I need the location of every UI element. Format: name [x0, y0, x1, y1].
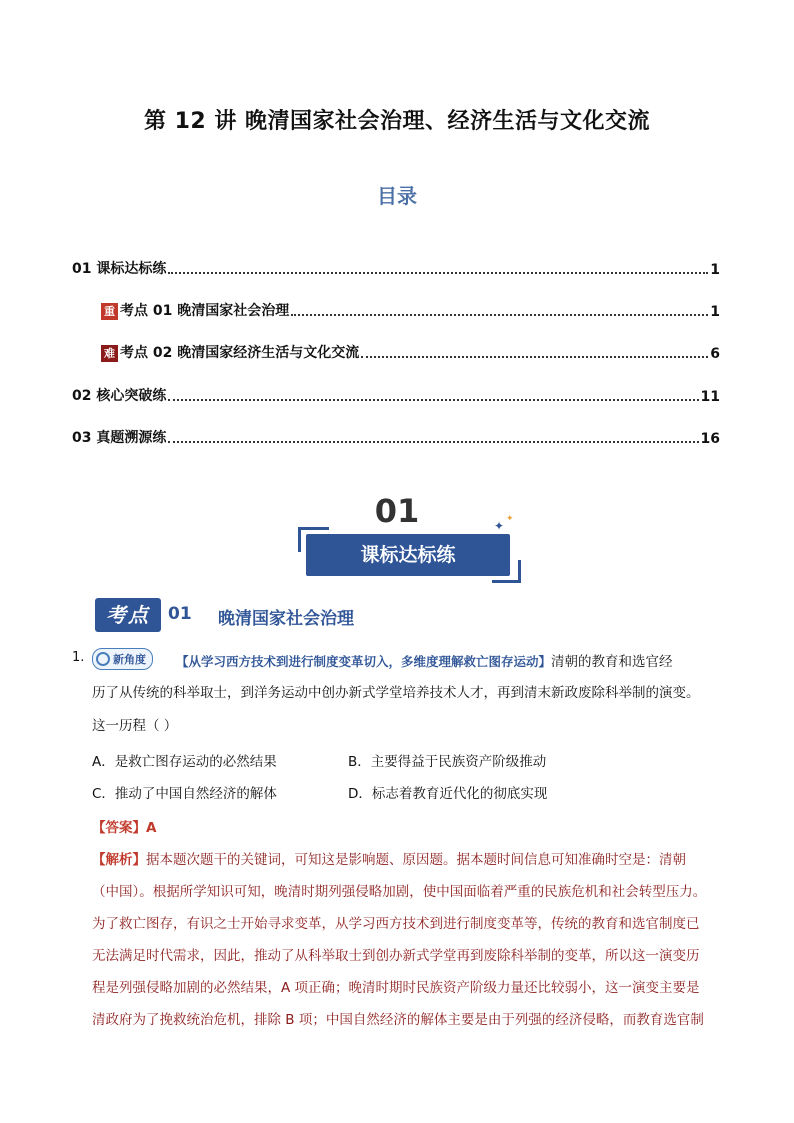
kaodian-title: 晚清国家社会治理 — [218, 609, 354, 629]
toc-entry[interactable] — [72, 383, 720, 405]
analysis-line: 为了救亡图存，有识之士开始寻求变革，从学习西方技术到进行制度变革等，传统的教育和选官制度已 — [92, 916, 700, 932]
toc-entry[interactable] — [101, 340, 720, 362]
toc-heading: 目录 — [377, 184, 417, 208]
toc-leader-dots — [361, 356, 708, 358]
toc-entry-label: 考点 01 晚清国家社会治理 — [120, 303, 290, 319]
toc-leader-dots — [291, 314, 708, 316]
kaodian-number: 01 — [168, 604, 192, 624]
magnifier-icon — [96, 652, 110, 666]
answer: 【答案】A — [92, 820, 157, 836]
key-point-badge-icon: 重 — [101, 303, 118, 320]
toc-entry-label: 01 课标达标练 — [72, 261, 167, 277]
toc-entry-page: 1 — [710, 262, 720, 278]
kaodian-badge: 考点 — [95, 598, 161, 632]
option-b[interactable]: B．主要得益于民族资产阶级推动 — [348, 754, 547, 770]
toc-entry[interactable] — [72, 425, 720, 447]
document-title: 第 12 讲 晚清国家社会治理、经济生活与文化交流 — [143, 109, 651, 134]
option-d[interactable]: D．标志着教育近代化的彻底实现 — [348, 786, 548, 802]
question-stem-line — [176, 650, 673, 670]
toc-leader-dots — [168, 441, 698, 443]
question-hint: 【从学习西方技术到进行制度变革切入，多维度理解救亡图存运动】 — [176, 654, 552, 669]
question-stem-start: 清朝的教育和选官经 — [551, 654, 673, 670]
sparkle-icon: ✦ — [506, 514, 514, 524]
toc-entry-page: 16 — [700, 431, 720, 447]
analysis-label: 【解析】 — [92, 852, 146, 868]
sparkle-icon: ✦ — [494, 519, 505, 533]
analysis-text: 据本题次题干的关键词，可知这是影响题、原因题。据本题时间信息可知准确时空是：清朝 — [146, 852, 686, 868]
toc-entry-label: 考点 02 晚清国家经济生活与文化交流 — [120, 345, 360, 361]
toc-leader-dots — [168, 272, 708, 274]
analysis-line: 清政府为了挽救统治危机，排除 B 项；中国自然经济的解体主要是由于列强的经济侵略，而教育选官制 — [92, 1012, 704, 1028]
option-a[interactable]: A．是救亡图存运动的必然结果 — [92, 754, 277, 770]
section-number: 01 — [374, 492, 420, 530]
toc-entry-label: 02 核心突破练 — [72, 388, 167, 404]
analysis-line — [92, 848, 686, 868]
toc-entry-page: 11 — [700, 389, 720, 405]
toc-leader-dots — [168, 399, 698, 401]
toc-entry-page: 1 — [710, 304, 720, 320]
new-angle-label: 新角度 — [113, 653, 146, 666]
toc-entry[interactable] — [72, 256, 720, 278]
difficult-point-badge-icon: 难 — [101, 345, 118, 362]
analysis-line: 无法满足时代需求，因此，推动了从科举取士到创办新式学堂再到废除科举制的变革，所以这一演变历 — [92, 948, 700, 964]
toc-entry-label: 03 真题溯源练 — [72, 430, 167, 446]
question-stem-line: 历了从传统的科举取士，到洋务运动中创办新式学堂培养技术人才，再到清末新政废除科举制的演变。 — [92, 685, 700, 701]
toc-entry-page: 6 — [710, 346, 720, 362]
question-number: 1. — [72, 650, 85, 665]
new-angle-tag — [92, 648, 153, 670]
question-stem-line: 这一历程（ ） — [92, 718, 178, 734]
analysis-line: 程是列强侵略加剧的必然结果，A 项正确；晚清时期时民族资产阶级力量还比较弱小，这一演变主要是 — [92, 980, 700, 996]
section-banner: 课标达标练 — [306, 534, 510, 576]
option-c[interactable]: C．推动了中国自然经济的解体 — [92, 786, 277, 802]
analysis-line: （中国）。根据所学知识可知，晚清时期列强侵略加剧，使中国面临着严重的民族危机和社会转型压力。 — [92, 884, 707, 900]
toc-entry[interactable] — [101, 298, 720, 320]
